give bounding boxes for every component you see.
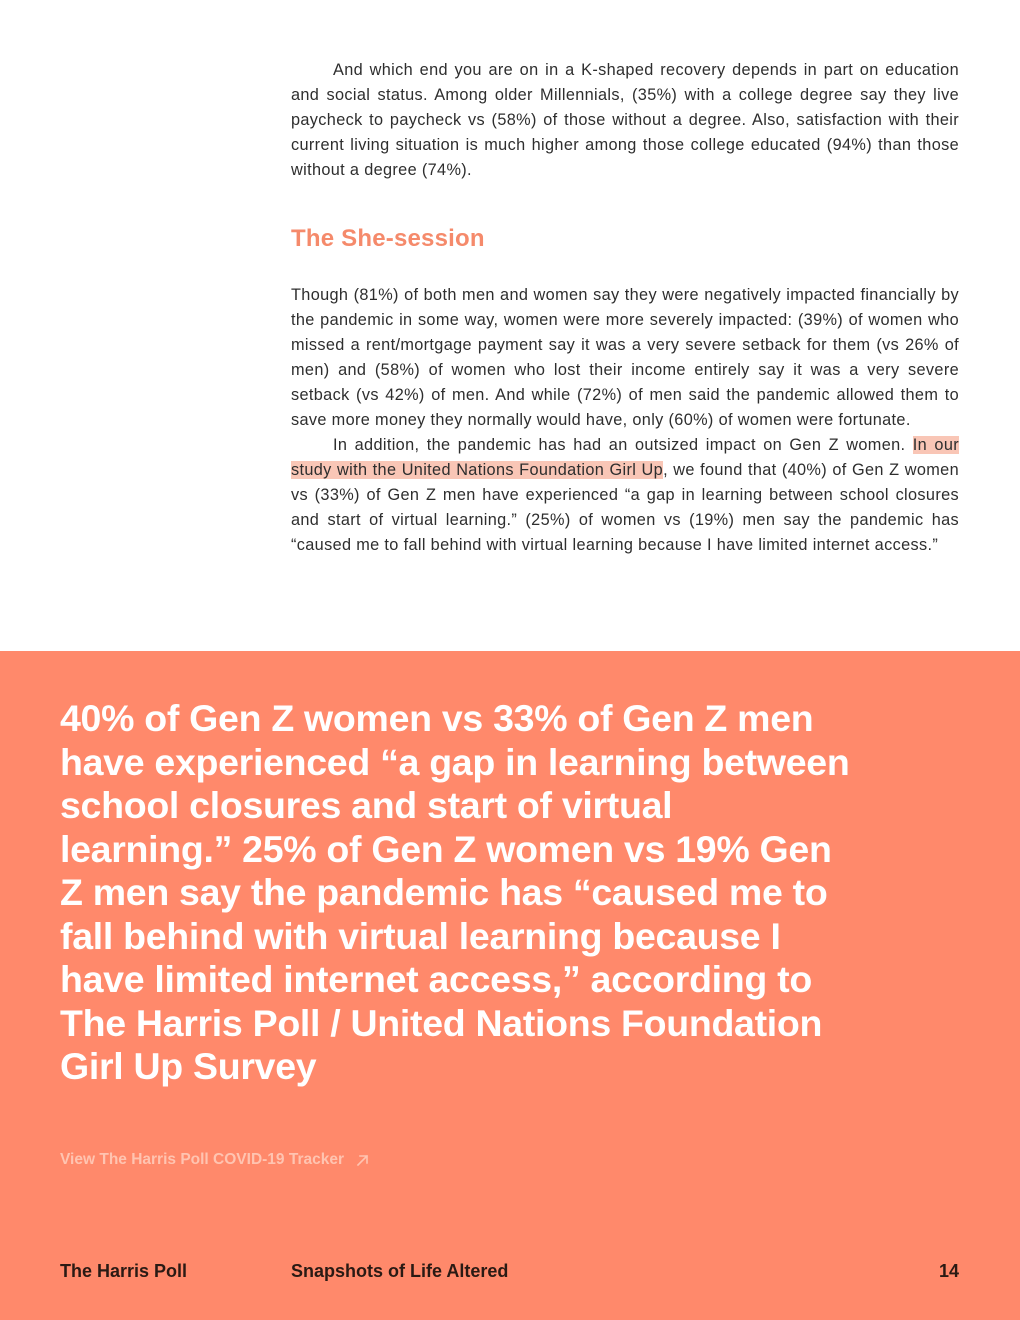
footer-publication-title: Snapshots of Life Altered — [291, 1261, 509, 1281]
paragraph-gen-z-women — [291, 433, 959, 558]
she-session-text — [291, 283, 959, 558]
page-number: 14 — [938, 1261, 959, 1281]
arrow-up-right-icon — [356, 1154, 369, 1167]
paragraph-gen-z-intro: In addition, the pandemic has had an outsized impact on Gen Z women. — [333, 436, 906, 454]
paragraph-financial-impact: Though (81%) of both men and women say they were negatively impacted financially by the pandemic in some way, women were more severely impacted: (39%) of women who missed a rent/mortgage payment say it was a very severe setback for them (vs 26% of men) and (58%) of women who lost their income entirely say it was a very severe setback (vs 42%) of men. And while (72%) of men said the pandemic allowed them to save more money they normally would have, only (60%) of women were fortunate. — [291, 286, 959, 429]
callout-quote: 40% of Gen Z women vs 33% of Gen Z men have experienced “a gap in learning between school closures and start of virtual learning.” 25% of Gen Z women vs 19% Gen Z men say the pandemic has “caused me to fall behind with virtual learning because I have limited internet access,” according to The Harris Poll / United Nations Foundation Girl Up Survey — [60, 697, 850, 1087]
paragraph-gen-z-rest: , we found that (40%) of Gen Z women vs (33%) of Gen Z men have experienced “a gap in learning between school closures and start of virtual learning.” (25%) of women vs (19%) men say the pandemic has “caused me to fall behind with virtual learning because I have limited internet access.” — [291, 461, 959, 554]
article-section — [0, 0, 1020, 651]
paragraph-k-shaped-recovery: And which end you are on in a K-shaped recovery depends in part on education and social status. Among older Millennials, (35%) with a college degree say they live paycheck to paycheck vs (58%) of those without a degree. Also, satisfaction with their current living situation is much higher among those college educated (94%) than those without a degree (74%). — [291, 61, 959, 179]
covid-tracker-link-label: View The Harris Poll COVID-19 Tracker — [60, 1151, 345, 1168]
footer-brand: The Harris Poll — [60, 1261, 188, 1281]
covid-tracker-link[interactable] — [60, 1151, 369, 1169]
highlighted-study-link[interactable]: In our study with the United Nations Foundation Girl Up — [291, 436, 959, 479]
section-heading: The She-session — [291, 225, 485, 252]
